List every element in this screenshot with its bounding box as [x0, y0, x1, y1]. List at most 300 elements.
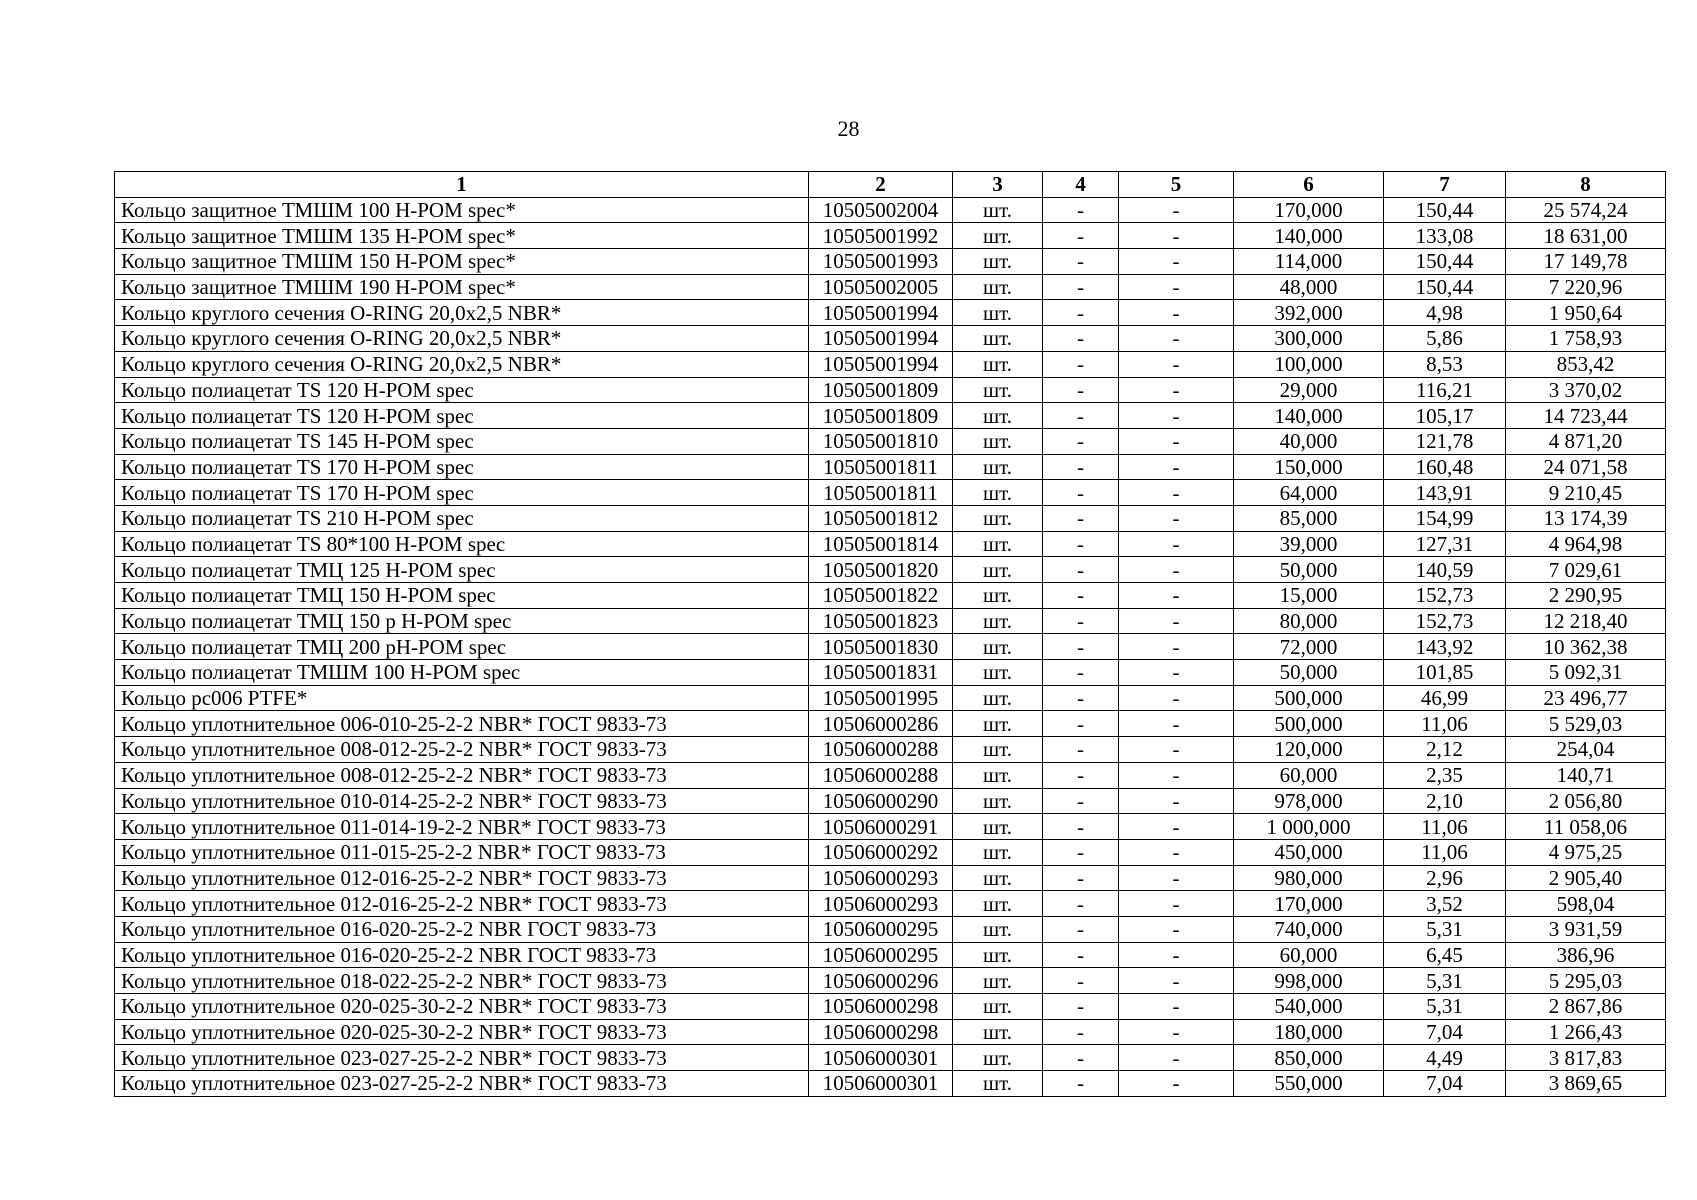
table-cell-col-6: 50,000: [1234, 557, 1384, 583]
table-cell-col-1: Кольцо полиацетат TS 80*100 H-POM spec: [115, 531, 809, 557]
table-cell-col-6: 15,000: [1234, 583, 1384, 609]
table-cell-col-5: -: [1119, 685, 1234, 711]
table-cell-col-7: 152,73: [1384, 583, 1506, 609]
table-cell-col-3: шт.: [953, 326, 1043, 352]
table-cell-col-1: Кольцо уплотнительное 016-020-25-2-2 NBR ГОСТ 9833-73: [115, 942, 809, 968]
table-cell-col-5: -: [1119, 480, 1234, 506]
table-cell-col-1: Кольцо защитное ТМШМ 100 H-POM spec*: [115, 197, 809, 223]
table-cell-col-3: шт.: [953, 531, 1043, 557]
table-cell-col-7: 140,59: [1384, 557, 1506, 583]
table-cell-col-1: Кольцо уплотнительное 008-012-25-2-2 NBR* ГОСТ 9833-73: [115, 737, 809, 763]
table-cell-col-5: -: [1119, 994, 1234, 1020]
table-cell-col-7: 2,96: [1384, 865, 1506, 891]
table-cell-col-7: 5,31: [1384, 916, 1506, 942]
table-row: [115, 1019, 1666, 1045]
table-cell-col-4: -: [1043, 326, 1119, 352]
table-cell-col-4: -: [1043, 531, 1119, 557]
table-row: [115, 788, 1666, 814]
column-header-8: 8: [1506, 172, 1666, 198]
table-cell-col-1: Кольцо полиацетат ТМЦ 150 p H-POM spec: [115, 608, 809, 634]
table-cell-col-5: -: [1119, 839, 1234, 865]
table-cell-col-1: Кольцо pc006 PTFE*: [115, 685, 809, 711]
table-cell-col-2: 10506000295: [809, 916, 953, 942]
table-cell-col-3: шт.: [953, 711, 1043, 737]
table-cell-col-4: -: [1043, 428, 1119, 454]
table-cell-col-2: 10505001823: [809, 608, 953, 634]
table-cell-col-4: -: [1043, 788, 1119, 814]
table-cell-col-5: -: [1119, 531, 1234, 557]
table-cell-col-2: 10505001994: [809, 300, 953, 326]
table-row: [115, 865, 1666, 891]
table-cell-col-8: 18 631,00: [1506, 223, 1666, 249]
table-cell-col-6: 180,000: [1234, 1019, 1384, 1045]
table-cell-col-4: -: [1043, 660, 1119, 686]
table-body: [115, 197, 1666, 1096]
table-cell-col-6: 40,000: [1234, 428, 1384, 454]
table-cell-col-3: шт.: [953, 274, 1043, 300]
table-row: [115, 557, 1666, 583]
table-cell-col-7: 8,53: [1384, 351, 1506, 377]
table-cell-col-4: -: [1043, 274, 1119, 300]
table-cell-col-5: -: [1119, 377, 1234, 403]
table-cell-col-6: 114,000: [1234, 249, 1384, 275]
table-cell-col-7: 5,31: [1384, 968, 1506, 994]
table-cell-col-3: шт.: [953, 480, 1043, 506]
table-cell-col-2: 10506000301: [809, 1045, 953, 1071]
table-cell-col-6: 300,000: [1234, 326, 1384, 352]
table-cell-col-4: -: [1043, 814, 1119, 840]
table-cell-col-1: Кольцо круглого сечения O-RING 20,0x2,5 NBR*: [115, 326, 809, 352]
table-cell-col-6: 140,000: [1234, 223, 1384, 249]
table-cell-col-5: -: [1119, 197, 1234, 223]
table-cell-col-1: Кольцо уплотнительное 006-010-25-2-2 NBR* ГОСТ 9833-73: [115, 711, 809, 737]
table-row: [115, 660, 1666, 686]
table-cell-col-6: 85,000: [1234, 505, 1384, 531]
table-cell-col-7: 7,04: [1384, 1019, 1506, 1045]
table-cell-col-4: -: [1043, 454, 1119, 480]
table-cell-col-3: шт.: [953, 505, 1043, 531]
table-cell-col-4: -: [1043, 583, 1119, 609]
table-cell-col-5: -: [1119, 891, 1234, 917]
table-cell-col-2: 10505001809: [809, 403, 953, 429]
table-cell-col-1: Кольцо полиацетат ТМЦ 150 H-POM spec: [115, 583, 809, 609]
table-cell-col-6: 740,000: [1234, 916, 1384, 942]
table-row: [115, 994, 1666, 1020]
table-cell-col-4: -: [1043, 994, 1119, 1020]
table-cell-col-7: 6,45: [1384, 942, 1506, 968]
table-cell-col-8: 598,04: [1506, 891, 1666, 917]
table-cell-col-8: 4 871,20: [1506, 428, 1666, 454]
table-cell-col-2: 10506000296: [809, 968, 953, 994]
table-cell-col-1: Кольцо полиацетат TS 210 H-POM spec: [115, 505, 809, 531]
table-cell-col-3: шт.: [953, 916, 1043, 942]
table-cell-col-4: -: [1043, 634, 1119, 660]
table-cell-col-8: 13 174,39: [1506, 505, 1666, 531]
table-cell-col-1: Кольцо уплотнительное 008-012-25-2-2 NBR* ГОСТ 9833-73: [115, 762, 809, 788]
table-cell-col-5: -: [1119, 942, 1234, 968]
table-cell-col-6: 850,000: [1234, 1045, 1384, 1071]
table-cell-col-8: 2 056,80: [1506, 788, 1666, 814]
column-header-1: 1: [115, 172, 809, 198]
table-cell-col-4: -: [1043, 1019, 1119, 1045]
column-header-3: 3: [953, 172, 1043, 198]
table-row: [115, 249, 1666, 275]
table-row: [115, 942, 1666, 968]
table-cell-col-5: -: [1119, 249, 1234, 275]
table-cell-col-7: 2,10: [1384, 788, 1506, 814]
table-cell-col-5: -: [1119, 916, 1234, 942]
table-cell-col-8: 1 758,93: [1506, 326, 1666, 352]
table-cell-col-3: шт.: [953, 685, 1043, 711]
table-row: [115, 814, 1666, 840]
table-cell-col-3: шт.: [953, 351, 1043, 377]
table-cell-col-7: 150,44: [1384, 197, 1506, 223]
table-cell-col-6: 50,000: [1234, 660, 1384, 686]
table-cell-col-1: Кольцо уплотнительное 011-015-25-2-2 NBR* ГОСТ 9833-73: [115, 839, 809, 865]
table-cell-col-5: -: [1119, 737, 1234, 763]
table-row: [115, 274, 1666, 300]
table-cell-col-8: 10 362,38: [1506, 634, 1666, 660]
table-row: [115, 583, 1666, 609]
table-cell-col-2: 10505002004: [809, 197, 953, 223]
table-cell-col-6: 980,000: [1234, 865, 1384, 891]
table-cell-col-3: шт.: [953, 968, 1043, 994]
table-cell-col-7: 2,12: [1384, 737, 1506, 763]
table-cell-col-5: -: [1119, 583, 1234, 609]
table-cell-col-6: 140,000: [1234, 403, 1384, 429]
table-row: [115, 608, 1666, 634]
table-cell-col-8: 11 058,06: [1506, 814, 1666, 840]
table-cell-col-4: -: [1043, 968, 1119, 994]
table-cell-col-1: Кольцо полиацетат TS 170 H-POM spec: [115, 454, 809, 480]
table-row: [115, 531, 1666, 557]
table-cell-col-6: 60,000: [1234, 942, 1384, 968]
table-cell-col-5: -: [1119, 711, 1234, 737]
table-row: [115, 762, 1666, 788]
table-row: [115, 1045, 1666, 1071]
column-header-6: 6: [1234, 172, 1384, 198]
table-cell-col-7: 150,44: [1384, 274, 1506, 300]
table-cell-col-4: -: [1043, 608, 1119, 634]
table-cell-col-5: -: [1119, 557, 1234, 583]
table-cell-col-6: 450,000: [1234, 839, 1384, 865]
table-cell-col-3: шт.: [953, 249, 1043, 275]
table-cell-col-7: 101,85: [1384, 660, 1506, 686]
table-cell-col-8: 25 574,24: [1506, 197, 1666, 223]
table-cell-col-8: 7 220,96: [1506, 274, 1666, 300]
table-cell-col-3: шт.: [953, 762, 1043, 788]
table-cell-col-7: 11,06: [1384, 814, 1506, 840]
table-cell-col-7: 116,21: [1384, 377, 1506, 403]
table-cell-col-2: 10505001810: [809, 428, 953, 454]
table-cell-col-7: 105,17: [1384, 403, 1506, 429]
table-cell-col-6: 998,000: [1234, 968, 1384, 994]
table-cell-col-1: Кольцо уплотнительное 020-025-30-2-2 NBR* ГОСТ 9833-73: [115, 1019, 809, 1045]
table-cell-col-5: -: [1119, 505, 1234, 531]
table-cell-col-6: 170,000: [1234, 197, 1384, 223]
table-cell-col-7: 154,99: [1384, 505, 1506, 531]
table-cell-col-2: 10505002005: [809, 274, 953, 300]
table-cell-col-2: 10506000292: [809, 839, 953, 865]
table-cell-col-5: -: [1119, 428, 1234, 454]
table-cell-col-4: -: [1043, 223, 1119, 249]
table-cell-col-1: Кольцо защитное ТМШМ 190 H-POM spec*: [115, 274, 809, 300]
table-cell-col-3: шт.: [953, 583, 1043, 609]
table-cell-col-8: 3 370,02: [1506, 377, 1666, 403]
table-cell-col-8: 17 149,78: [1506, 249, 1666, 275]
table-cell-col-5: -: [1119, 968, 1234, 994]
table-cell-col-6: 1 000,000: [1234, 814, 1384, 840]
table-cell-col-7: 127,31: [1384, 531, 1506, 557]
table-cell-col-5: -: [1119, 351, 1234, 377]
table-cell-col-3: шт.: [953, 1071, 1043, 1097]
table-cell-col-2: 10505001809: [809, 377, 953, 403]
table-cell-col-7: 150,44: [1384, 249, 1506, 275]
table-cell-col-5: -: [1119, 326, 1234, 352]
table-cell-col-2: 10505001993: [809, 249, 953, 275]
table-cell-col-2: 10506000291: [809, 814, 953, 840]
table-cell-col-3: шт.: [953, 660, 1043, 686]
table-cell-col-4: -: [1043, 839, 1119, 865]
table-cell-col-1: Кольцо полиацетат TS 120 H-POM spec: [115, 377, 809, 403]
table-cell-col-3: шт.: [953, 1019, 1043, 1045]
table-cell-col-1: Кольцо уплотнительное 012-016-25-2-2 NBR* ГОСТ 9833-73: [115, 891, 809, 917]
table-cell-col-7: 5,86: [1384, 326, 1506, 352]
table-cell-col-8: 386,96: [1506, 942, 1666, 968]
table-cell-col-2: 10506000293: [809, 865, 953, 891]
table-cell-col-5: -: [1119, 274, 1234, 300]
table-cell-col-5: -: [1119, 762, 1234, 788]
table-cell-col-7: 46,99: [1384, 685, 1506, 711]
table-cell-col-6: 978,000: [1234, 788, 1384, 814]
table-cell-col-7: 133,08: [1384, 223, 1506, 249]
table-cell-col-3: шт.: [953, 557, 1043, 583]
table-cell-col-7: 152,73: [1384, 608, 1506, 634]
table-cell-col-4: -: [1043, 557, 1119, 583]
table-cell-col-4: -: [1043, 197, 1119, 223]
table-cell-col-2: 10505001811: [809, 480, 953, 506]
table-cell-col-2: 10505001994: [809, 351, 953, 377]
table-row: [115, 891, 1666, 917]
table-cell-col-3: шт.: [953, 1045, 1043, 1071]
table-cell-col-1: Кольцо уплотнительное 016-020-25-2-2 NBR ГОСТ 9833-73: [115, 916, 809, 942]
table-cell-col-3: шт.: [953, 454, 1043, 480]
table-cell-col-7: 121,78: [1384, 428, 1506, 454]
table-cell-col-3: шт.: [953, 839, 1043, 865]
table-cell-col-2: 10505001992: [809, 223, 953, 249]
table-cell-col-6: 39,000: [1234, 531, 1384, 557]
table-row: [115, 377, 1666, 403]
table-row: [115, 428, 1666, 454]
table-cell-col-1: Кольцо полиацетат TS 120 H-POM spec: [115, 403, 809, 429]
page-number: 28: [837, 116, 860, 141]
table-cell-col-2: 10505001812: [809, 505, 953, 531]
table-cell-col-5: -: [1119, 1045, 1234, 1071]
table-cell-col-7: 2,35: [1384, 762, 1506, 788]
table-cell-col-2: 10505001995: [809, 685, 953, 711]
table-cell-col-8: 3 817,83: [1506, 1045, 1666, 1071]
table-cell-col-2: 10506000295: [809, 942, 953, 968]
table-cell-col-1: Кольцо полиацетат TS 145 H-POM spec: [115, 428, 809, 454]
table-cell-col-7: 5,31: [1384, 994, 1506, 1020]
table-cell-col-7: 143,91: [1384, 480, 1506, 506]
table-cell-col-3: шт.: [953, 377, 1043, 403]
table-cell-col-5: -: [1119, 608, 1234, 634]
table-cell-col-6: 60,000: [1234, 762, 1384, 788]
table-cell-col-5: -: [1119, 300, 1234, 326]
table-cell-col-8: 1 950,64: [1506, 300, 1666, 326]
table-cell-col-2: 10505001820: [809, 557, 953, 583]
table-cell-col-3: шт.: [953, 300, 1043, 326]
table-cell-col-5: -: [1119, 865, 1234, 891]
table-cell-col-6: 500,000: [1234, 711, 1384, 737]
table-cell-col-4: -: [1043, 891, 1119, 917]
table-cell-col-7: 7,04: [1384, 1071, 1506, 1097]
table-cell-col-4: -: [1043, 711, 1119, 737]
table-cell-col-2: 10506000288: [809, 762, 953, 788]
table-cell-col-6: 100,000: [1234, 351, 1384, 377]
table-cell-col-2: 10506000298: [809, 1019, 953, 1045]
table-cell-col-1: Кольцо полиацетат ТМЦ 200 pH-POM spec: [115, 634, 809, 660]
table-cell-col-6: 550,000: [1234, 1071, 1384, 1097]
table-cell-col-1: Кольцо уплотнительное 018-022-25-2-2 NBR* ГОСТ 9833-73: [115, 968, 809, 994]
table-cell-col-3: шт.: [953, 403, 1043, 429]
table-cell-col-8: 14 723,44: [1506, 403, 1666, 429]
items-table: [114, 171, 1666, 1097]
table-cell-col-3: шт.: [953, 994, 1043, 1020]
table-cell-col-6: 29,000: [1234, 377, 1384, 403]
table-cell-col-1: Кольцо уплотнительное 012-016-25-2-2 NBR* ГОСТ 9833-73: [115, 865, 809, 891]
table-cell-col-1: Кольцо полиацетат TS 170 H-POM spec: [115, 480, 809, 506]
table-cell-col-2: 10505001830: [809, 634, 953, 660]
table-cell-col-8: 254,04: [1506, 737, 1666, 763]
table-cell-col-7: 11,06: [1384, 711, 1506, 737]
table-cell-col-3: шт.: [953, 737, 1043, 763]
table-cell-col-7: 4,49: [1384, 1045, 1506, 1071]
table-cell-col-2: 10506000293: [809, 891, 953, 917]
table-cell-col-5: -: [1119, 814, 1234, 840]
table-cell-col-1: Кольцо уплотнительное 023-027-25-2-2 NBR* ГОСТ 9833-73: [115, 1071, 809, 1097]
table-row: [115, 737, 1666, 763]
table-cell-col-4: -: [1043, 351, 1119, 377]
table-cell-col-5: -: [1119, 454, 1234, 480]
table-cell-col-8: 3 931,59: [1506, 916, 1666, 942]
table-cell-col-3: шт.: [953, 428, 1043, 454]
table-cell-col-2: 10505001831: [809, 660, 953, 686]
table-cell-col-3: шт.: [953, 634, 1043, 660]
table-cell-col-7: 11,06: [1384, 839, 1506, 865]
table-cell-col-8: 9 210,45: [1506, 480, 1666, 506]
table-cell-col-4: -: [1043, 916, 1119, 942]
table-cell-col-5: -: [1119, 634, 1234, 660]
table-cell-col-8: 2 290,95: [1506, 583, 1666, 609]
table-row: [115, 403, 1666, 429]
table-cell-col-3: шт.: [953, 814, 1043, 840]
table-cell-col-8: 23 496,77: [1506, 685, 1666, 711]
table-row: [115, 300, 1666, 326]
table-cell-col-1: Кольцо уплотнительное 020-025-30-2-2 NBR* ГОСТ 9833-73: [115, 994, 809, 1020]
table-cell-col-5: -: [1119, 1019, 1234, 1045]
table-cell-col-8: 1 266,43: [1506, 1019, 1666, 1045]
table-cell-col-2: 10506000301: [809, 1071, 953, 1097]
table-row: [115, 968, 1666, 994]
table-cell-col-4: -: [1043, 685, 1119, 711]
table-cell-col-3: шт.: [953, 197, 1043, 223]
table-row: [115, 505, 1666, 531]
table-cell-col-8: 5 295,03: [1506, 968, 1666, 994]
table-cell-col-2: 10505001822: [809, 583, 953, 609]
table-header-row: [115, 172, 1666, 198]
table-cell-col-4: -: [1043, 377, 1119, 403]
table-cell-col-4: -: [1043, 505, 1119, 531]
table-row: [115, 480, 1666, 506]
table-cell-col-1: Кольцо круглого сечения O-RING 20,0x2,5 NBR*: [115, 300, 809, 326]
table-cell-col-2: 10505001814: [809, 531, 953, 557]
table-cell-col-6: 48,000: [1234, 274, 1384, 300]
table-cell-col-1: Кольцо защитное ТМШМ 135 H-POM spec*: [115, 223, 809, 249]
table-cell-col-2: 10506000286: [809, 711, 953, 737]
table-cell-col-5: -: [1119, 1071, 1234, 1097]
table-cell-col-7: 143,92: [1384, 634, 1506, 660]
column-header-7: 7: [1384, 172, 1506, 198]
table-cell-col-6: 392,000: [1234, 300, 1384, 326]
table-cell-col-1: Кольцо защитное ТМШМ 150 H-POM spec*: [115, 249, 809, 275]
table-cell-col-3: шт.: [953, 942, 1043, 968]
table-cell-col-4: -: [1043, 762, 1119, 788]
table-row: [115, 223, 1666, 249]
table-cell-col-8: 2 867,86: [1506, 994, 1666, 1020]
table-cell-col-5: -: [1119, 403, 1234, 429]
column-header-2: 2: [809, 172, 953, 198]
table-row: [115, 197, 1666, 223]
table-cell-col-8: 4 975,25: [1506, 839, 1666, 865]
table-cell-col-4: -: [1043, 942, 1119, 968]
table-row: [115, 839, 1666, 865]
table-cell-col-6: 170,000: [1234, 891, 1384, 917]
table-cell-col-6: 72,000: [1234, 634, 1384, 660]
table-cell-col-6: 540,000: [1234, 994, 1384, 1020]
table-cell-col-4: -: [1043, 865, 1119, 891]
table-cell-col-3: шт.: [953, 865, 1043, 891]
table-cell-col-2: 10505001811: [809, 454, 953, 480]
table-cell-col-8: 12 218,40: [1506, 608, 1666, 634]
table-cell-col-6: 64,000: [1234, 480, 1384, 506]
table-cell-col-5: -: [1119, 788, 1234, 814]
table-cell-col-2: 10506000290: [809, 788, 953, 814]
table-cell-col-3: шт.: [953, 223, 1043, 249]
table-cell-col-6: 500,000: [1234, 685, 1384, 711]
table-row: [115, 711, 1666, 737]
table-row: [115, 351, 1666, 377]
table-cell-col-8: 853,42: [1506, 351, 1666, 377]
table-cell-col-6: 120,000: [1234, 737, 1384, 763]
table-cell-col-1: Кольцо уплотнительное 023-027-25-2-2 NBR* ГОСТ 9833-73: [115, 1045, 809, 1071]
table-cell-col-5: -: [1119, 223, 1234, 249]
table-cell-col-1: Кольцо круглого сечения O-RING 20,0x2,5 NBR*: [115, 351, 809, 377]
table-cell-col-8: 3 869,65: [1506, 1071, 1666, 1097]
column-header-4: 4: [1043, 172, 1119, 198]
table-cell-col-8: 7 029,61: [1506, 557, 1666, 583]
table-cell-col-8: 4 964,98: [1506, 531, 1666, 557]
table-cell-col-8: 5 092,31: [1506, 660, 1666, 686]
table-cell-col-4: -: [1043, 1071, 1119, 1097]
table-cell-col-3: шт.: [953, 788, 1043, 814]
table-row: [115, 634, 1666, 660]
table-cell-col-5: -: [1119, 660, 1234, 686]
table-cell-col-4: -: [1043, 480, 1119, 506]
table-cell-col-3: шт.: [953, 891, 1043, 917]
column-header-5: 5: [1119, 172, 1234, 198]
